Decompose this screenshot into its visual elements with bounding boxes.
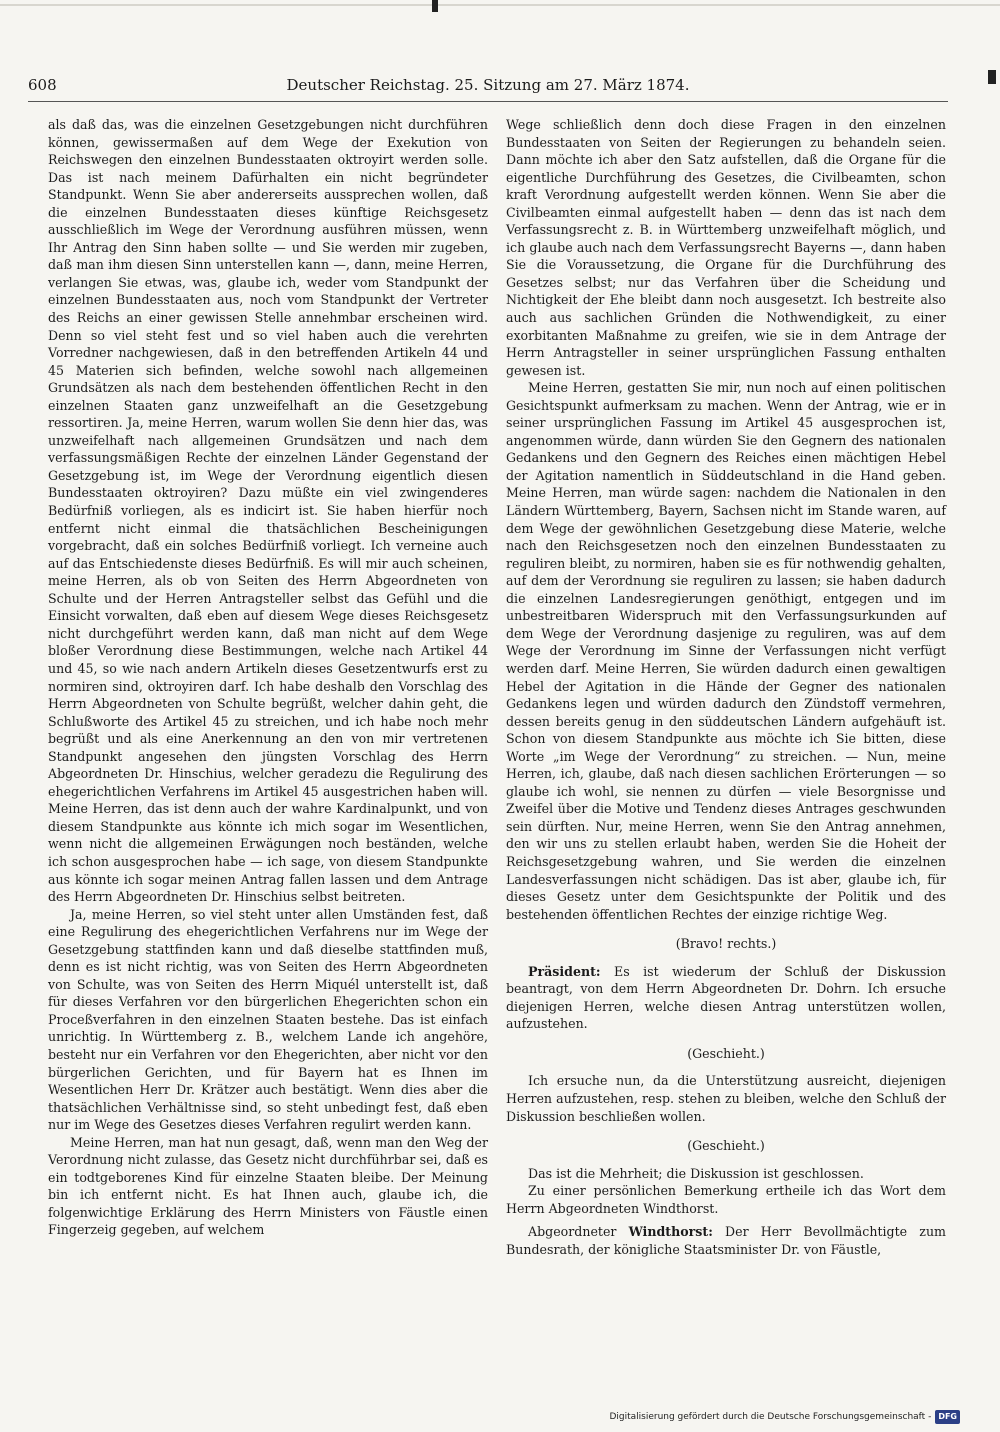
paragraph: Wege schließlich denn doch diese Fragen in den einzelnen Bundesstaaten von Seiten der Regierungen zu behandeln seien. Dann möchte ich aber den Satz aufstellen, daß die Organe für die eigentliche Durchführung des Gesetzes, die Civilbeamten, schon kraft Verordnung aufgestellt werden können. Wenn Sie aber die Civilbeamten einmal aufgestellt haben — denn das ist nach dem Verfassungsrecht z. B. in Württemberg unzweifelhaft möglich, und ich glaube auch nach dem Verfassungsrecht Bayerns —, dann haben Sie die Voraussetzung, die Organe für die Durchführung des Gesetzes selbst; nur das Verfahren über die Scheidung und Nichtigkeit der Ehe bleibt dann noch ausgesetzt. Ich bestreite also auch aus sachlichen Gründen die Nothwendigkeit, zu einer exorbitanten Maßnahme zu greifen, wie sie in dem Antrage der Herrn Antragsteller in seiner ursprünglichen Fassung enthalten gewesen ist. — [506, 117, 946, 378]
president-statement — [506, 963, 946, 1033]
page-header — [28, 74, 948, 96]
paragraph: Zu einer persönlichen Bemerkung ertheile ich das Wort dem Herrn Abgeordneten Windthorst. — [506, 1183, 946, 1216]
stage-direction: (Geschieht.) — [687, 1045, 765, 1061]
page-title: Deutscher Reichstag. 25. Sitzung am 27. März 1874. — [286, 76, 690, 94]
speech-text: Es ist wiederum der Schluß der Diskussion beantragt, von dem Herrn Abgeordneten Dr. Dohrn. Ich ersuche diejenigen Herren, welche diesen Antrag unterstützen wollen, aufzustehen. — [506, 963, 946, 1032]
paragraph: Das ist die Mehrheit; die Diskussion ist geschlossen. — [528, 1165, 864, 1181]
windthorst-statement — [506, 1223, 946, 1258]
speaker-label: Windthorst: — [628, 1224, 713, 1240]
left-column — [48, 116, 488, 1239]
dfg-logo: DFG — [935, 1410, 960, 1424]
paragraph: Meine Herren, gestatten Sie mir, nun noch auf einen politischen Gesichtspunkt aufmerksam zu machen. Wenn der Antrag, wie er in seiner ursprünglichen Fassung im Artikel 45 ausgesprochen ist, angenommen würde, dann würden Sie den Gegnern des nationalen Gedankens und den Gegnern des Reiches einen mächtigen Hebel der Agitation namentlich in Süddeutschland in die Hand geben. Meine Herren, man würde sagen: nachdem die Nationalen in den Ländern Württemberg, Bayern, Sachsen nicht im Stande waren, auf dem Wege der gewöhnlichen Gesetzgebung diese Materie, welche nach den Reichsgesetzen noch den einzelnen Bundesstaaten zu reguliren bleibt, zu normiren, haben sie es für nothwendig gehalten, auf dem der Verordnung sie reguliren zu lassen; sie haben dadurch die einzelnen Landesregierungen genöthigt, entgegen und im unbestreitbaren Widerspruch mit den Verfassungsurkunden auf dem Wege der Verordnung dasjenige zu reguliren, was auf dem Wege der Verordnung im Sinne der Verfassungen nicht verfügt werden darf. Meine Herren, Sie würden dadurch einen gewaltigen Hebel der Agitation in die Hände der Gegner des nationalen Gedankens legen und würden dadurch den Zündstoff vermehren, dessen bereits genug in den süddeutschen Ländern aufgehäuft ist. Schon von diesem Standpunkte aus möchte ich Sie bitten, diese Worte „im Wege der Verordnung“ zu streichen. — Nun, meine Herren, ich, glaube, daß nach diesen sachlichen Erörterungen — so glaube ich wohl, sie nennen zu dürfen — viele Besorgnisse und Zweifel über die Motive und Tendenz dieses Antrages geschwunden sein dürften. Nur, meine Herren, wenn Sie den Antrag annehmen, den wir uns zu stellen erlaubt haben, werden Sie die Hoheit der Reichsgesetzgebung wahren, und Sie werden die einzelnen Landesverfassungen nicht schädigen. Das ist aber, glaube ich, für dieses Gesetz unter dem Gesichtspunkte der Politik und des bestehenden öffentlichen Rechtes der einzige richtige Weg. — [506, 380, 946, 922]
paragraph: Ich ersuche nun, da die Unterstützung ausreicht, diejenigen Herren aufzustehen, resp. stehen zu bleiben, welche den Schluß der Diskussion beschließen wollen. — [506, 1073, 946, 1124]
scan-mark — [988, 70, 996, 84]
speaker-label: Präsident: — [528, 963, 601, 979]
credit-text: Digitalisierung gefördert durch die Deutsche Forschungsgemeinschaft - — [609, 1412, 932, 1422]
right-column — [506, 116, 946, 1258]
page-number: 608 — [28, 76, 57, 94]
paragraph: Ja, meine Herren, so viel steht unter allen Umständen fest, daß eine Regulirung des ehegerichtlichen Verfahrens nur im Wege der Gesetzgebung stattfinden kann und daß dieselbe stattfinden muß, denn es ist nicht richtig, was von Seiten des Herrn Abgeordneten von Schulte, was von Seiten des Herrn Miquél unterstellt ist, daß für dieses Verfahren vor den bürgerlichen Ehegerichten schon ein Proceßverfahren in den einzelnen Staaten bestehe. Das ist einfach unrichtig. In Württemberg z. B., welchem Lande ich angehöre, besteht nur ein Verfahren vor den Ehegerichten, aber nicht vor den bürgerlichen Gerichten, und für Bayern hat es Ihnen im Wesentlichen Herr Dr. Krätzer auch bestätigt. Wenn dies aber die thatsächlichen Verhältnisse sind, so steht unbedingt fest, daß eben nur im Wege des Gesetzes dieses Verfahren regulirt werden kann. — [48, 906, 488, 1133]
stage-direction: (Bravo! rechts.) — [675, 936, 777, 952]
speaker-prefix: Abgeordneter — [528, 1224, 629, 1240]
scan-mark — [432, 0, 438, 12]
header-rule — [28, 101, 948, 102]
paragraph: Meine Herren, man hat nun gesagt, daß, wenn man den Weg der Verordnung nicht zulasse, das Gesetz nicht durchführbar sei, daß es ein todtgeborenes Kind für einzelne Staaten bleibe. Der Meinung bin ich entfernt nicht. Es hat Ihnen auch, glaube ich, die folgenwichtige Erklärung des Herrn Ministers von Fäustle einen Fingerzeig gegeben, auf welchem — [48, 1134, 488, 1238]
paragraph: als daß das, was die einzelnen Gesetzgebungen nicht durchführen können, gewissermaßen auf dem Wege der Exekution von Reichswegen den einzelnen Bundesstaaten oktroyirt werden solle. Das ist nach meinem Dafürhalten ein nicht begründeter Standpunkt. Wenn Sie aber andererseits aussprechen wollen, daß die einzelnen Bundesstaaten dieses künftige Reichsgesetz ausschließlich im Wege der Verordnung ausführen müssen, wenn Ihr Antrag den Sinn haben sollte — und Sie werden mir zugeben, daß man ihm diesen Sinn unterstellen kann —, dann, meine Herren, verlangen Sie etwas, was, glaube ich, weder vom Standpunkt der einzelnen Bundesstaaten aus, noch vom Standpunkt der Vertreter des Reichs an einer gewissen Stelle annehmbar erscheinen wird. Denn so viel steht fest und so viel haben auch die verehrten Vorredner nachgewiesen, daß in den betreffenden Artikeln 44 und 45 Materien sich befinden, welche sowohl nach allgemeinen Grundsätzen als nach dem bestehenden öffentlichen Recht in den einzelnen Staaten ganz unzweifelhaft an die Gesetzgebung ressortiren. Ja, meine Herren, warum wollen Sie denn hier das, was unzweifelhaft nach allgemeinen Grundsätzen und nach dem verfassungsmäßigen Rechte der einzelnen Länder Gegenstand der Gesetzgebung ist, im Wege der Verordnung eigentlich diesen Bundesstaaten oktroyiren? Dazu müßte ein viel zwingenderes Bedürfniß vorliegen, als es indicirt ist. Sie haben hierfür noch entfernt nicht einmal die thatsächlichen Bescheinigungen vorgebracht, daß ein solches Bedürfniß vorliegt. Ich verneine auch auf das Entschiedenste dieses Bedürfniß. Es will mir auch scheinen, meine Herren, als ob von Seiten des Herrn Abgeordneten von Schulte und der Herren Antragsteller selbst das Gefühl und die Einsicht vorwalten, daß eben auf diesem Wege dieses Reichsgesetz nicht durchgeführt werden kann, daß man nicht auf dem Wege bloßer Verordnung diese Bestimmungen, welche nach Artikel 44 und 45, so wie nach andern Artikeln dieses Gesetzentwurfs erst zu normiren sind, oktroyiren darf. Ich habe deshalb den Vorschlag des Herrn Abgeordneten von Schulte begrüßt, welcher dahin geht, die Schlußworte des Artikel 45 zu streichen, und ich habe noch mehr begrüßt und als eine Anerkennung an den von mir vertretenen Standpunkt angesehen den jüngsten Vorschlag des Herrn Abgeordneten Dr. Hinschius, welcher geradezu die Regulirung des ehegerichtlichen Verfahrens im Artikel 45 ausgestrichen haben will. Meine Herren, das ist denn auch der wahre Kardinalpunkt, und von diesem Standpunkte aus könnte ich mich sogar im Wesentlichen, wenn nicht die allgemeinen Erwägungen noch beständen, welche ich schon ausgesprochen habe — ich sage, von diesem Standpunkte aus könnte ich sogar meinen Antrag fallen lassen und dem Antrage des Herrn Abgeordneten Dr. Hinschius selbst beitreten. — [48, 117, 488, 905]
digitization-credit — [609, 1410, 960, 1424]
speech-text: Der Herr Bevollmächtigte zum Bundesrath, der königliche Staatsminister Dr. von Fäustle, — [506, 1224, 946, 1257]
stage-direction: (Geschieht.) — [687, 1138, 765, 1154]
scan-top-edge — [0, 4, 1000, 6]
